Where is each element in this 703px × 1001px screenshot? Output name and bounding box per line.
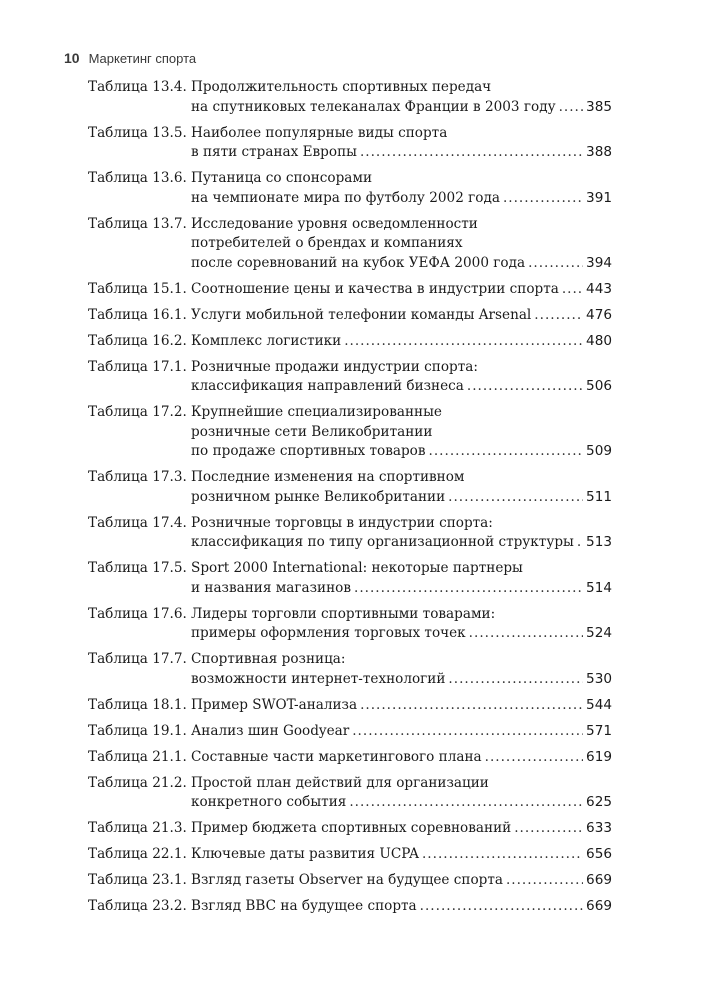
dot-leader bbox=[467, 377, 583, 397]
toc-entry-body bbox=[191, 358, 612, 397]
table-of-tables bbox=[88, 78, 612, 923]
toc-entry-title-line: Простой план действий для организации bbox=[191, 774, 489, 791]
dot-leader bbox=[534, 306, 583, 326]
toc-entry-label: Таблица 23.2. bbox=[88, 898, 187, 914]
toc-entry bbox=[88, 774, 612, 813]
toc-entry-title-line: Соотношение цены и качества в индустрии спорта bbox=[191, 280, 559, 297]
dot-leader bbox=[503, 189, 583, 209]
toc-entry-title-line: Услуги мобильной телефонии команды Arsenal bbox=[191, 306, 532, 323]
toc-entry-title-line: Розничные продажи индустрии спорта: bbox=[191, 358, 478, 375]
toc-entry-title-line: розничные сети Великобритании bbox=[191, 423, 433, 440]
toc-entry bbox=[88, 306, 612, 326]
toc-entry-label: Таблица 17.5. bbox=[88, 560, 187, 576]
dot-leader bbox=[420, 897, 583, 917]
page-header bbox=[64, 50, 196, 70]
toc-entry bbox=[88, 280, 612, 300]
toc-entry-page-number: 513 bbox=[586, 534, 612, 550]
toc-entry-title-line: классификация по типу организационной структуры bbox=[191, 534, 574, 550]
toc-entry-label: Таблица 16.1. bbox=[88, 306, 187, 323]
toc-entry-page-number: 476 bbox=[586, 306, 612, 323]
toc-entry-page-number: 514 bbox=[586, 579, 612, 596]
toc-entry-page-number: 443 bbox=[586, 280, 612, 297]
toc-entry-title-line: после соревнований на кубок УЕФА 2000 года bbox=[191, 254, 526, 271]
toc-entry-title-line: в пяти странах Европы bbox=[191, 144, 357, 160]
toc-entry bbox=[88, 332, 612, 352]
toc-entry-title-line: Путаница со спонсорами bbox=[191, 170, 373, 186]
toc-entry-title-line: Sport 2000 International: некоторые партнеры bbox=[191, 560, 523, 576]
toc-entry-body bbox=[191, 514, 612, 553]
toc-entry-label: Таблица 16.2. bbox=[88, 332, 187, 349]
toc-entry-label: Таблица 17.3. bbox=[88, 469, 187, 485]
toc-entry-body bbox=[191, 306, 612, 326]
toc-entry-body bbox=[191, 332, 612, 352]
toc-entry-label: Таблица 17.1. bbox=[88, 358, 187, 375]
dot-leader bbox=[448, 670, 583, 690]
toc-entry-page-number: 669 bbox=[586, 872, 612, 888]
dot-leader bbox=[349, 793, 583, 813]
toc-entry-title-line: Пример SWOT-анализа bbox=[191, 696, 358, 713]
toc-entry-last-line bbox=[191, 579, 612, 599]
toc-entry-body bbox=[191, 605, 612, 644]
toc-entry-last-line bbox=[191, 897, 612, 917]
toc-entry-page-number: 480 bbox=[586, 332, 612, 349]
dot-leader bbox=[528, 254, 583, 274]
dot-leader bbox=[354, 579, 583, 599]
toc-entry-last-line bbox=[191, 533, 612, 553]
toc-entry bbox=[88, 559, 612, 598]
toc-entry-body bbox=[191, 403, 612, 462]
toc-entry-title-line: розничном рынке Великобритании bbox=[191, 488, 446, 505]
toc-entry-body bbox=[191, 845, 612, 865]
toc-entry-last-line bbox=[191, 793, 612, 813]
toc-entry-page-number: 656 bbox=[586, 846, 612, 862]
toc-entry-label: Таблица 21.1. bbox=[88, 748, 187, 765]
dot-leader bbox=[514, 819, 583, 839]
toc-entry-last-line bbox=[191, 748, 612, 768]
toc-entry-page-number: 506 bbox=[586, 378, 612, 394]
toc-entry-title-line: по продаже спортивных товаров bbox=[191, 443, 426, 459]
toc-entry-last-line bbox=[191, 442, 612, 462]
toc-entry-last-line bbox=[191, 98, 612, 118]
toc-entry bbox=[88, 605, 612, 644]
toc-entry bbox=[88, 468, 612, 507]
toc-entry-label: Таблица 17.7. bbox=[88, 651, 187, 667]
dot-leader bbox=[577, 533, 583, 553]
dot-leader bbox=[448, 488, 583, 508]
toc-entry-label: Таблица 18.1. bbox=[88, 696, 187, 713]
toc-entry-label: Таблица 21.2. bbox=[88, 774, 187, 791]
toc-entry-page-number: 619 bbox=[586, 748, 612, 765]
toc-entry-last-line bbox=[191, 871, 612, 891]
dot-leader bbox=[485, 748, 583, 768]
toc-entry-title-line: Ключевые даты развития UCPA bbox=[191, 846, 419, 862]
toc-entry-last-line bbox=[191, 845, 612, 865]
toc-entry-title-line: и названия магазинов bbox=[191, 579, 352, 596]
toc-entry-page-number: 669 bbox=[586, 898, 612, 914]
toc-entry-title-line: Последние изменения на спортивном bbox=[191, 469, 465, 485]
toc-entry-title-line: на чемпионате мира по футболу 2002 года bbox=[191, 189, 500, 206]
toc-entry-title-line: Продолжительность спортивных передач bbox=[191, 79, 492, 95]
toc-entry-title-line: Лидеры торговли спортивными товарами: bbox=[191, 605, 496, 622]
toc-entry-page-number: 530 bbox=[586, 670, 612, 687]
toc-entry-page-number: 391 bbox=[586, 189, 612, 206]
toc-entry bbox=[88, 845, 612, 865]
toc-entry-page-number: 571 bbox=[586, 722, 612, 739]
toc-entry-label: Таблица 17.2. bbox=[88, 404, 187, 420]
toc-entry-last-line bbox=[191, 280, 612, 300]
toc-entry-last-line bbox=[191, 254, 612, 274]
dot-leader bbox=[506, 871, 583, 891]
toc-entry-title-line: Спортивная розница: bbox=[191, 651, 346, 667]
toc-entry-title-line: Составные части маркетингового плана bbox=[191, 748, 482, 765]
toc-entry bbox=[88, 871, 612, 891]
toc-entry-body bbox=[191, 280, 612, 300]
toc-entry-label: Таблица 13.4. bbox=[88, 79, 187, 95]
toc-entry-label: Таблица 22.1. bbox=[88, 846, 187, 862]
toc-entry bbox=[88, 403, 612, 462]
toc-entry-title-line: Исследование уровня осведомленности bbox=[191, 215, 478, 232]
toc-entry-title-line: Розничные торговцы в индустрии спорта: bbox=[191, 514, 493, 531]
toc-entry-title-line: конкретного события bbox=[191, 794, 347, 810]
toc-entry-title-line: возможности интернет-технологий bbox=[191, 670, 446, 687]
toc-entry bbox=[88, 819, 612, 839]
toc-entry-label: Таблица 15.1. bbox=[88, 280, 187, 297]
dot-leader bbox=[559, 98, 583, 118]
toc-entry-title-line: потребителей о брендах и компаниях bbox=[191, 235, 463, 251]
toc-entry-title-line: Взгляд газеты Observer на будущее спорта bbox=[191, 872, 503, 888]
toc-entry-body bbox=[191, 696, 612, 716]
toc-entry bbox=[88, 358, 612, 397]
toc-entry-body bbox=[191, 871, 612, 891]
dot-leader bbox=[562, 280, 583, 300]
toc-entry-label: Таблица 19.1. bbox=[88, 722, 187, 739]
toc-entry-page-number: 511 bbox=[586, 488, 612, 505]
toc-entry-label: Таблица 17.4. bbox=[88, 514, 187, 531]
toc-entry-label: Таблица 21.3. bbox=[88, 820, 187, 836]
toc-entry-body bbox=[191, 468, 612, 507]
toc-entry-body bbox=[191, 169, 612, 208]
dot-leader bbox=[429, 442, 584, 462]
dot-leader bbox=[422, 845, 583, 865]
toc-entry-title-line: Взгляд BBC на будущее спорта bbox=[191, 898, 417, 914]
toc-entry bbox=[88, 897, 612, 917]
toc-entry-page-number: 625 bbox=[586, 794, 612, 810]
toc-entry bbox=[88, 722, 612, 742]
toc-entry-body bbox=[191, 78, 612, 117]
toc-entry-last-line bbox=[191, 189, 612, 209]
dot-leader bbox=[469, 624, 583, 644]
toc-entry-page-number: 385 bbox=[586, 98, 612, 115]
toc-entry-body bbox=[191, 897, 612, 917]
toc-entry-last-line bbox=[191, 819, 612, 839]
toc-entry-last-line bbox=[191, 143, 612, 163]
toc-entry-label: Таблица 13.7. bbox=[88, 215, 187, 232]
toc-entry-title-line: Комплекс логистики bbox=[191, 332, 342, 349]
toc-entry-title-line: Наиболее популярные виды спорта bbox=[191, 124, 448, 141]
toc-entry bbox=[88, 696, 612, 716]
toc-entry-last-line bbox=[191, 624, 612, 644]
toc-entry-body bbox=[191, 819, 612, 839]
toc-entry bbox=[88, 748, 612, 768]
dot-leader bbox=[360, 143, 583, 163]
toc-entry-title-line: классификация направлений бизнеса bbox=[191, 378, 464, 394]
toc-entry bbox=[88, 78, 612, 117]
toc-entry-page-number: 633 bbox=[586, 820, 612, 836]
toc-entry-last-line bbox=[191, 488, 612, 508]
toc-entry bbox=[88, 514, 612, 553]
toc-entry-page-number: 524 bbox=[586, 625, 612, 641]
running-title: Маркетинг спорта bbox=[88, 51, 197, 66]
toc-entry-title-line: Анализ шин Goodyear bbox=[191, 722, 350, 739]
page-number: 10 bbox=[64, 50, 80, 66]
toc-entry-last-line bbox=[191, 306, 612, 326]
toc-entry-title-line: на спутниковых телеканалах Франции в 2003 году bbox=[191, 98, 556, 115]
toc-entry bbox=[88, 650, 612, 689]
toc-entry-title-line: Крупнейшие специализированные bbox=[191, 404, 442, 420]
toc-entry bbox=[88, 215, 612, 274]
toc-entry-body bbox=[191, 722, 612, 742]
toc-entry-body bbox=[191, 124, 612, 163]
toc-entry-last-line bbox=[191, 696, 612, 716]
toc-entry-body bbox=[191, 215, 612, 274]
toc-entry-body bbox=[191, 748, 612, 768]
toc-entry-last-line bbox=[191, 722, 612, 742]
toc-entry bbox=[88, 169, 612, 208]
toc-entry-label: Таблица 17.6. bbox=[88, 605, 187, 622]
toc-entry-body bbox=[191, 559, 612, 598]
toc-entry-page-number: 509 bbox=[586, 443, 612, 459]
toc-entry-page-number: 394 bbox=[586, 254, 612, 271]
toc-entry-body bbox=[191, 650, 612, 689]
dot-leader bbox=[360, 696, 583, 716]
toc-entry-title-line: примеры оформления торговых точек bbox=[191, 625, 466, 641]
dot-leader bbox=[352, 722, 583, 742]
toc-entry-last-line bbox=[191, 670, 612, 690]
toc-entry-last-line bbox=[191, 332, 612, 352]
toc-entry-label: Таблица 13.5. bbox=[88, 124, 187, 141]
toc-entry-label: Таблица 23.1. bbox=[88, 872, 187, 888]
toc-entry-page-number: 388 bbox=[586, 144, 612, 160]
toc-entry bbox=[88, 124, 612, 163]
toc-entry-label: Таблица 13.6. bbox=[88, 170, 187, 186]
toc-entry-last-line bbox=[191, 377, 612, 397]
toc-entry-title-line: Пример бюджета спортивных соревнований bbox=[191, 820, 512, 836]
dot-leader bbox=[344, 332, 583, 352]
toc-entry-page-number: 544 bbox=[586, 696, 612, 713]
toc-entry-body bbox=[191, 774, 612, 813]
